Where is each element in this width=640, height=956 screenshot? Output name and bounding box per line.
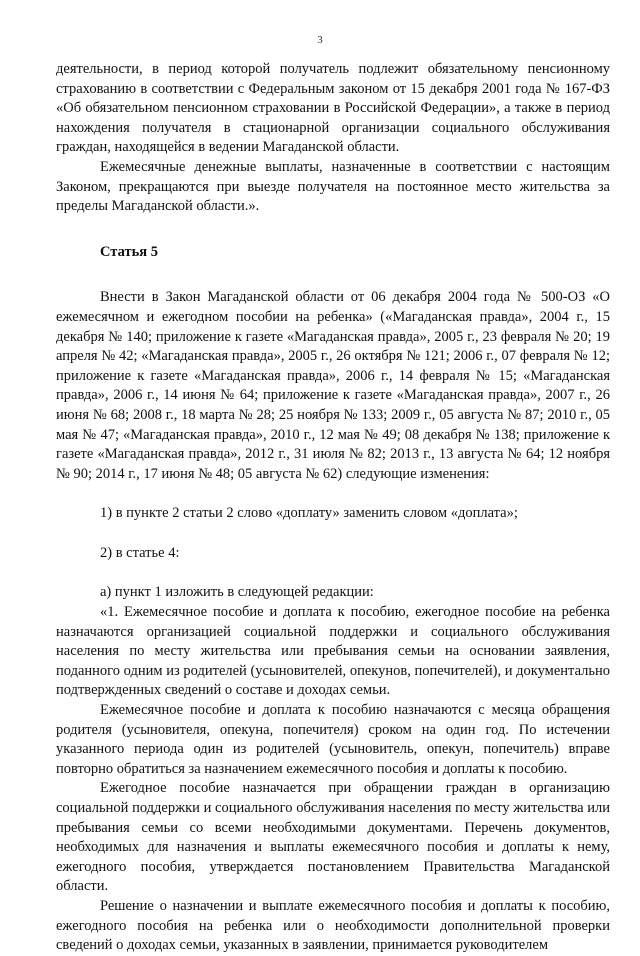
quoted-paragraph-3: Ежегодное пособие назначается при обращении граждан в организацию социальной поддержки и социального обслуживания населения по месту жительства или пребывания семьи со всеми необходимыми документами. Перечень документов, необходимых для назначения и выплаты ежемесячного пособия и доплаты к нему, ежегодного пособия, утверждается постановлением Правительства Магаданской области. xyxy=(56,780,610,895)
list-item-1: 1) в пункте 2 статьи 2 слово «доплату» заменить словом «доплата»; xyxy=(100,505,518,522)
document-body xyxy=(56,60,610,956)
spacer xyxy=(56,524,610,544)
spacer xyxy=(56,563,610,583)
sub-item-a: а) пункт 1 изложить в следующей редакции: xyxy=(100,584,374,601)
article-title: Статья 5 xyxy=(100,243,158,260)
page-number: 3 xyxy=(317,34,323,46)
list-item-2: 2) в статье 4: xyxy=(100,544,180,561)
spacer xyxy=(56,484,610,504)
quoted-paragraph-1: «1. Ежемесячное пособие и доплата к пособию, ежегодное пособие на ребенка назначаются организацией социальной поддержки и социального обслуживания населения по месту жительства или пребывания семьи на основании заявления, поданного одним из родителей (усыновителей, опекунов, попечителей), и документально подтвержденных сведений о составе и доходах семьи. xyxy=(56,604,610,699)
paragraph-amendment-intro: Внести в Закон Магаданской области от 06 декабря 2004 года № 500-ОЗ «О ежемесячном и ежегодном пособии на ребенка» («Магаданская правда», 2004 г., 15 декабря № 140; приложение к газете «Магаданская правда», 2005 г., 23 февраля № 20; 19 апреля № 42; «Магаданская правда», 2005 г., 26 октября № 121; 2006 г., 07 февраля № 12; приложение к газете «Магаданская правда», 2006 г., 14 февраля № 15; «Магаданская правда», 2006 г., 14 июня № 64; приложение к газете «Магаданская правда», 2007 г., 26 июня № 68; 2008 г., 18 марта № 28; 25 ноября № 133; 2009 г., 05 августа № 87; 2010 г., 05 мая № 47; «Магаданская правда», 2010 г., 12 мая № 49; 08 декабря № 138; приложение к газете «Магаданская правда», 2012 г., 31 июля № 82; 2013 г., 13 августа № 64; 12 ноября № 90; 2014 г., 17 июня № 48; 05 августа № 62) следующие изменения: xyxy=(56,289,610,482)
quoted-paragraph-2: Ежемесячное пособие и доплата к пособию назначаются с месяца обращения родителя (усыновителя, опекуна, попечителя) сроком на один год. По истечении указанного периода один из родителей (усыновитель, опекун, попечитель) вправе повторно обратиться за назначением ежемесячного пособия и доплаты к пособию. xyxy=(56,702,610,777)
paragraph-continuation: деятельности, в период которой получатель подлежит обязательному пенсионному страхованию в соответствии с Федеральным законом от 15 декабря 2001 года № 167-ФЗ «Об обязательном пенсионном страховании в Российской Федерации», а также в период нахождения получателя в стационарной организации социального обслуживания граждан, находящейся в ведении Магаданской области. xyxy=(56,61,610,156)
paragraph-payments-termination: Ежемесячные денежные выплаты, назначенные в соответствии с настоящим Законом, прекращаются при выезде получателя на постоянное место жительства за пределы Магаданской области.». xyxy=(56,158,610,215)
quoted-paragraph-4: Решение о назначении и выплате ежемесячного пособия и доплаты к пособию, ежегодного пособия на ребенка или о необходимости дополнительной проверки сведений о доходах семьи, указанных в заявлении, принимается руководителем xyxy=(56,897,610,954)
spacer xyxy=(56,262,610,288)
spacer xyxy=(56,217,610,243)
